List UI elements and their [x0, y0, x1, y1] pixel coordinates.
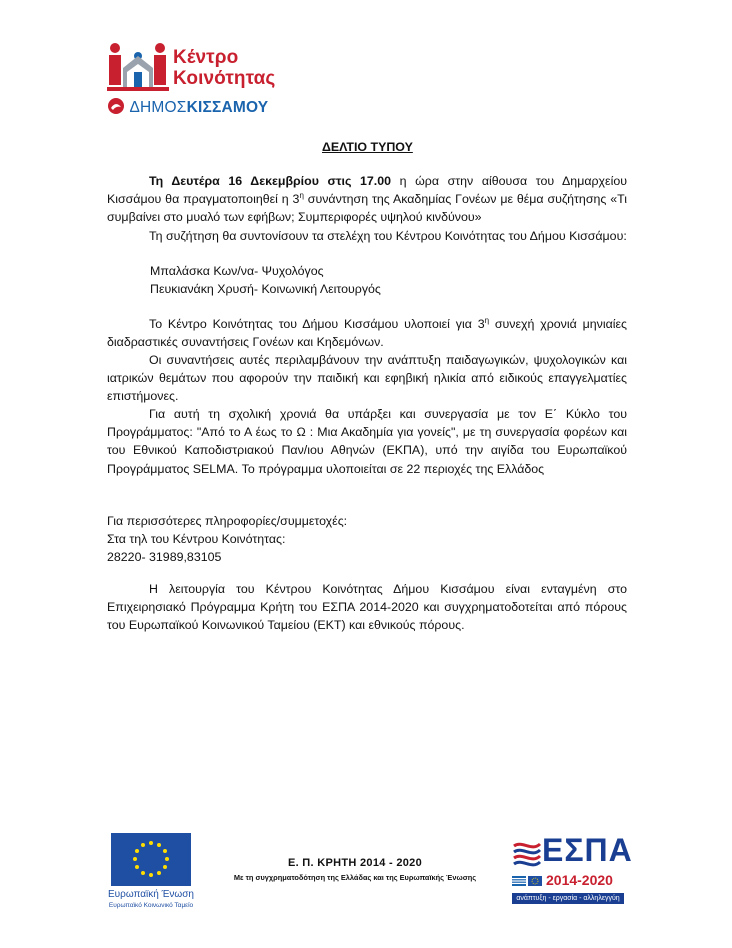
- p3-superscript: η: [484, 315, 490, 325]
- municipality-prefix: ΔΗΜΟΣ: [129, 99, 187, 116]
- program-title: Ε. Π. ΚΡΗΤΗ 2014 - 2020: [287, 857, 423, 869]
- press-release-heading: ΔΕΛΤΙΟ ΤΥΠΟΥ: [322, 140, 413, 154]
- logo-line-1: Κέντρο: [173, 47, 239, 68]
- contact-line: Στα τηλ του Κέντρου Κοινότητας:: [107, 532, 286, 547]
- greek-flag-icon: [512, 876, 526, 886]
- paragraph-collaboration: Για αυτή τη σχολική χρονιά θα υπάρξει και συνεργασία με τον Ε΄ Κύκλο του Προγράμματος: "Από το Α έως το Ω : Μια Ακαδημία για γονείς", με τη συνεργασία φορέων και του Εθνικού Καποδιστριακού Παν/ιου Αθηνών (ΕΚΠΑ), υπό την αιγίδα του Ευρωπαϊκού Προγράμματος SELMA. Το πρόγραμμα υλοποιείται σε 22 περιοχές της Ελλάδος: [107, 407, 627, 476]
- program-subtitle: Με τη συγχρηματοδότηση της Ελλάδας και της Ευρωπαϊκής Ένωσης: [233, 873, 477, 882]
- paragraph-meeting-announcement: [107, 172, 627, 227]
- espa-word: ΕΣΠΑ: [542, 832, 633, 868]
- paragraph-funding: Η λειτουργία του Κέντρου Κοινότητας Δήμου Κισσάμου είναι ενταγμένη στο Επιχειρησιακό Πρόγραμμα Κρήτη του ΕΣΠΑ 2014-2020 και συγχρηματοδοτείται από πόρους του Ευρωπαϊκού Κοινωνικού Ταμείου (ΕΚΤ) και εθνικούς πόρους.: [107, 582, 627, 633]
- municipality-emblem-icon: [107, 97, 125, 115]
- p3-text-a: Το Κέντρο Κοινότητας του Δήμου Κισσάμου υλοποιεί για 3: [149, 317, 485, 331]
- staff-list: [150, 262, 381, 298]
- eu-logo: [108, 833, 194, 913]
- paragraph-program-years: [107, 315, 627, 351]
- eu-stars-icon: [111, 833, 191, 886]
- p1-text-b: συνάντηση της Ακαδημίας Γονέων με θέμα συζήτησης «Τι συμβαίνει στο μυαλό των εφήβων; Συμπεριφορές υψηλού κινδύνου»: [107, 192, 627, 225]
- paragraph-moderators: Τη συζήτηση θα συντονίσουν τα στελέχη του Κέντρου Κοινότητας του Δήμου Κισσάμου:: [149, 229, 627, 243]
- espa-logo: [512, 832, 633, 908]
- municipality-line: [107, 97, 268, 117]
- contact-line: Για περισσότερες πληροφορίες/συμμετοχές:: [107, 514, 348, 528]
- eu-flag: [111, 833, 191, 886]
- eu-label: Ευρωπαϊκή Ένωση: [108, 889, 194, 900]
- espa-slogan: ανάπτυξη - εργασία - αλληλεγγύη: [512, 893, 624, 904]
- espa-flags-row: [512, 876, 542, 888]
- p1-text-a: η ώρα στην αίθουσα του Δημαρχείου Κισσάμου θα πραγματοποιηθεί η 3: [107, 174, 628, 207]
- p1-superscript: η: [299, 191, 304, 201]
- community-center-logo: [107, 42, 297, 122]
- staff-item: Μπαλάσκα Κων/να- Ψυχολόγος: [150, 264, 324, 278]
- contact-block: [107, 512, 347, 567]
- staff-item: Πευκιανάκη Χρυσή- Κοινωνική Λειτουργός: [150, 282, 381, 297]
- eu-sub-label: Ευρωπαϊκό Κοινωνικό Ταμείο: [108, 902, 194, 909]
- municipality-name: ΚΙΣΣΑΜΟΥ: [186, 99, 269, 116]
- meeting-date: Τη Δευτέρα 16 Δεκεμβρίου στις 17.00: [149, 174, 392, 188]
- contact-phone: 28220- 31989,83105: [107, 550, 222, 565]
- logo-line-2: Κοινότητας: [173, 68, 276, 89]
- eu-flag-small-icon: [528, 876, 542, 886]
- family-icon: [107, 42, 169, 92]
- espa-flag-icon: [512, 840, 542, 870]
- paragraph-topics: Οι συναντήσεις αυτές περιλαμβάνουν την ανάπτυξη παιδαγωγικών, ψυχολογικών και ιατρικών θεμάτων που αφορούν την παιδική και εφηβική ηλικία από ειδικούς επαγγελματίες επιστήμονες.: [107, 353, 627, 404]
- p3-text-b: συνεχή χρονιά μηνιαίες διαδραστικές συναντήσεις Γονέων και Κηδεμόνων.: [107, 317, 628, 350]
- espa-years: 2014-2020: [546, 872, 613, 888]
